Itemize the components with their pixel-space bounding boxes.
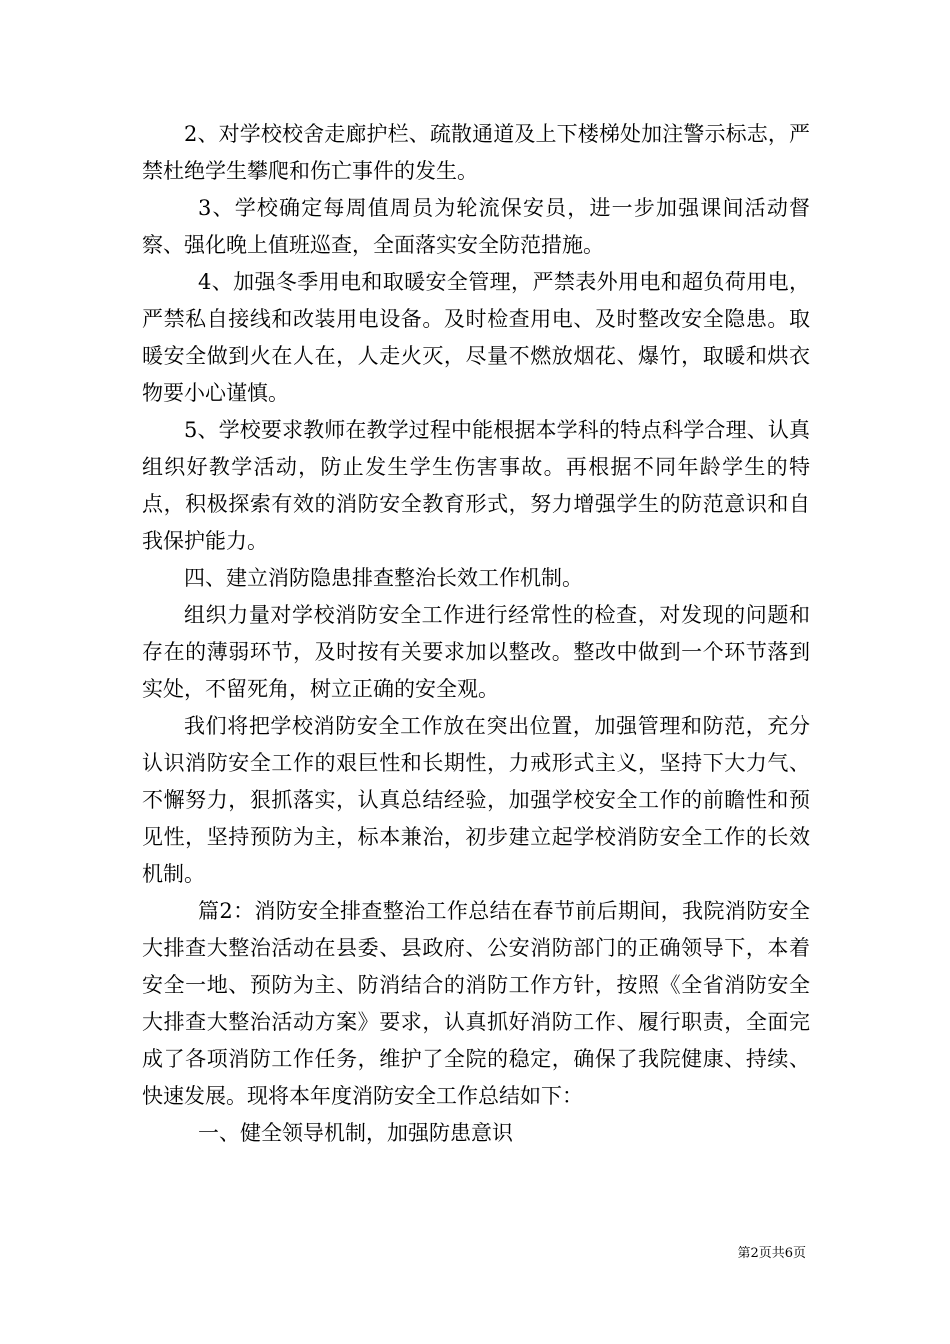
paragraph-item-4: 4、加强冬季用电和取暖安全管理，严禁表外用电和超负荷用电，严禁私自接线和改装用电设备。及时检查用电、及时整改安全隐患。取暖安全做到火在人在，人走火灭，尽量不燃放烟花、爆竹，取暖和烘衣物要小心谨慎。 [142,270,810,405]
paragraph-item-2: 2、对学校校舍走廊护栏、疏散通道及上下楼梯处加注警示标志，严禁杜绝学生攀爬和伤亡事件的发生。 [142,122,810,183]
document-body [142,116,810,1152]
page-number-footer: 第2页共6页 [737,1246,806,1261]
paragraph-inspection: 组织力量对学校消防安全工作进行经常性的检查，对发现的问题和存在的薄弱环节，及时按有关要求加以整改。整改中做到一个环节落到实处，不留死角，树立正确的安全观。 [142,603,810,701]
section-heading-4: 四、建立消防隐患排查整治长效工作机制。 [184,566,583,590]
paragraph-summary: 我们将把学校消防安全工作放在突出位置，加强管理和防范，充分认识消防安全工作的艰巨性和长期性，力戒形式主义，坚持下大力气、不懈努力，狠抓落实，认真总结经验，加强学校安全工作的前瞻性和预见性，坚持预防为主，标本兼治，初步建立起学校消防安全工作的长效机制。 [142,714,810,886]
paragraph-item-3: 3、学校确定每周值周员为轮流保安员，进一步加强课间活动督察、强化晚上值班巡查，全面落实安全防范措施。 [142,196,810,257]
paragraph-item-5: 5、学校要求教师在教学过程中能根据本学科的特点科学合理、认真组织好教学活动，防止发生学生伤害事故。再根据不同年龄学生的特点，积极探索有效的消防安全教育形式，努力增强学生的防范意识和自我保护能力。 [142,418,810,553]
paragraph-part-2-intro: 篇2：消防安全排查整治工作总结在春节前后期间，我院消防安全大排查大整治活动在县委、县政府、公安消防部门的正确领导下，本着安全一地、预防为主、防消结合的消防工作方针，按照《全省消防安全大排查大整治活动方案》要求，认真抓好消防工作、履行职责，全面完成了各项消防工作任务，维护了全院的稳定，确保了我院健康、持续、快速发展。现将本年度消防安全工作总结如下： [142,899,810,1108]
section-heading-1: 一、健全领导机制，加强防患意识 [198,1121,513,1145]
